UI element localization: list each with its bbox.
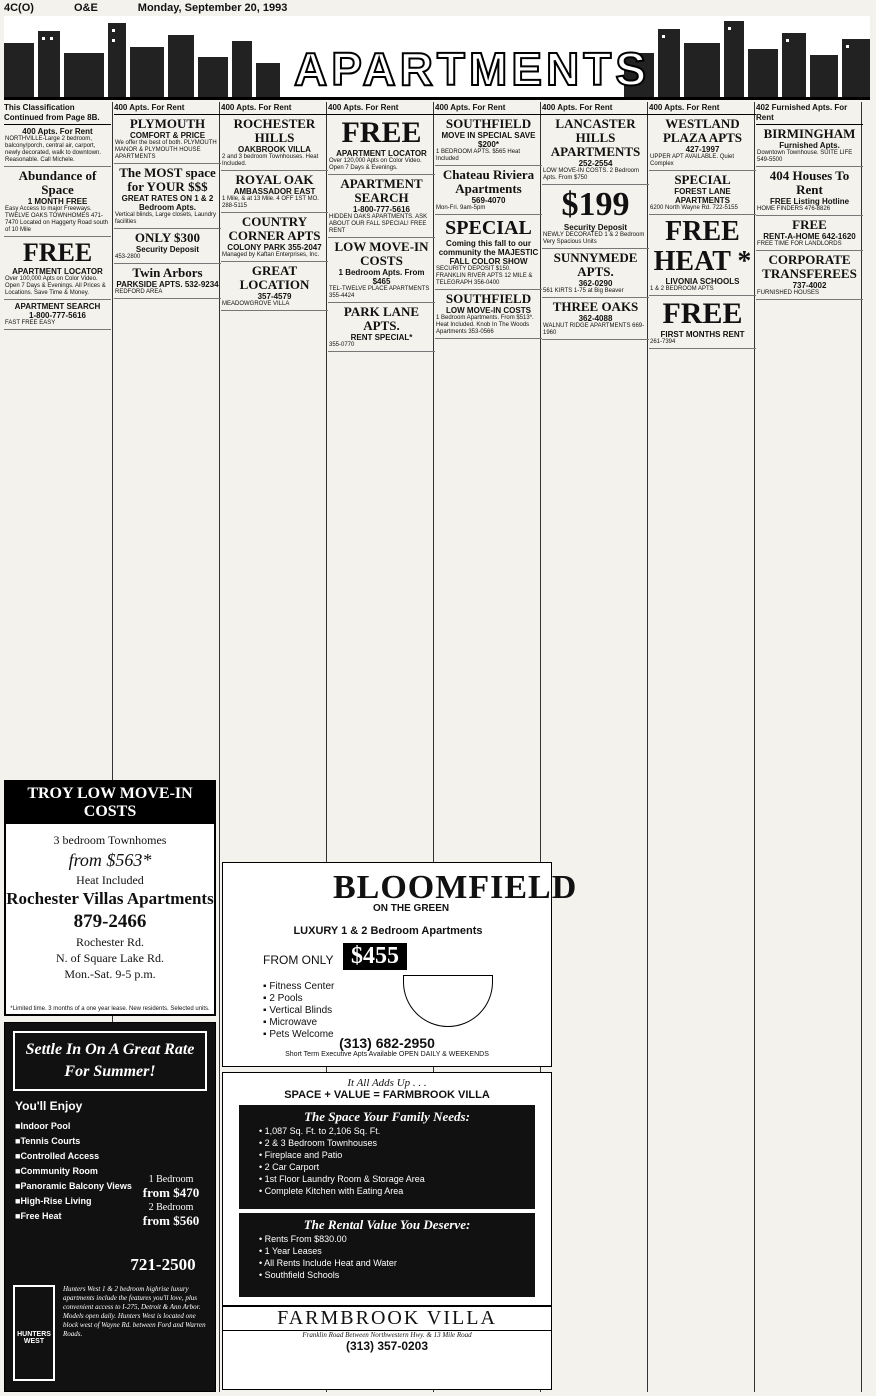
ad-heading: FREE: [662, 297, 743, 330]
ad-subheading: 362-4088: [578, 314, 613, 323]
rental-value-list: [259, 1233, 525, 1281]
classified-ad: [756, 167, 863, 216]
ad-body: Easy Access to major Freeways. TWELVE OAKS TOWNHOMES 471-7470 Located on Haggerty Road south of 10 Mile: [5, 206, 109, 233]
ad-subheading: PARKSIDE APTS. 532-9234: [116, 280, 219, 289]
farmbrook-phone: (313) 357-0203: [345, 1339, 429, 1353]
ad-heading: SUNNYMEDE APTS.: [553, 250, 638, 279]
classified-ad: [4, 125, 111, 167]
ad-body: HOME FINDERS 476-8826: [757, 206, 831, 212]
ad-body: REDFORD AREA: [115, 289, 163, 295]
ad-subheading: APARTMENT LOCATOR: [336, 149, 427, 158]
classified-ad: [756, 216, 863, 251]
classified-ad: [328, 115, 435, 175]
classified-ad: [4, 300, 111, 330]
troy-ad-heat: Heat Included: [76, 873, 144, 887]
ad-subheading: 569-4070: [471, 196, 506, 205]
ad-subheading: Security Deposit: [563, 223, 628, 232]
classified-ad: [221, 171, 328, 213]
amenity-item: ■ Panoramic Balcony Views: [15, 1179, 205, 1194]
ad-heading: LOW MOVE-IN COSTS: [334, 239, 429, 268]
column-header: 402 Furnished Apts. For Rent: [756, 102, 863, 125]
hunters-west-logo: HUNTERS WEST: [13, 1285, 55, 1381]
ad-heading: FREE: [341, 116, 422, 149]
troy-ad-header: TROY LOW MOVE-IN COSTS: [6, 782, 214, 824]
classified-ad: [221, 262, 328, 311]
classified-ad: [4, 167, 111, 237]
classified-ad: [114, 164, 221, 229]
ad-subheading: APARTMENT LOCATOR: [12, 267, 103, 276]
ad-subheading: 1 MONTH FREE: [27, 197, 88, 206]
ad-subheading: Furnished Apts.: [779, 141, 840, 150]
rental-value-item: • All Rents Include Heat and Water: [259, 1257, 525, 1269]
feature-item: ▪ Pets Welcome: [263, 1029, 334, 1041]
ad-heading: SPECIAL: [445, 217, 532, 239]
ad-heading: LANCASTER HILLS APARTMENTS: [550, 116, 641, 159]
ad-body: Vertical blinds, Large closets, Laundry facilities: [115, 212, 217, 225]
ad-heading: WESTLAND PLAZA APTS: [662, 116, 743, 145]
feature-item: ▪ 2 Pools: [263, 993, 334, 1005]
bedroom-label: 1 Bedroom: [148, 1174, 194, 1185]
farmbrook-directions: Franklin Road Between Northwestern Hwy. & 13 Mile Road: [302, 1331, 472, 1339]
summer-ad-phone: 721-2500: [130, 1255, 196, 1274]
summer-ad-headline: Settle In On A Great Rate For Summer!: [13, 1031, 207, 1091]
column-header: 400 Apts. For Rent: [221, 102, 328, 115]
classified-ad: [649, 215, 756, 296]
farmbrook-villa-ad: [222, 1072, 552, 1390]
ad-heading: THREE OAKS: [552, 299, 639, 314]
amenity-item: ■ Controlled Access: [15, 1149, 205, 1164]
ad-subheading: RENT-A-HOME 642-1620: [763, 232, 856, 241]
space-need-item: • 1,087 Sq. Ft. to 2,106 Sq. Ft.: [259, 1125, 525, 1137]
classified-ad: [328, 175, 435, 238]
classified-column-7: [649, 102, 756, 1392]
ad-subheading: RENT SPECIAL*: [350, 333, 413, 342]
bloomfield-feature-list: [263, 981, 334, 1041]
ad-subheading: COMFORT & PRICE: [129, 131, 206, 140]
ad-subheading: 357-4579: [257, 292, 292, 301]
ad-body: Over 120,000 Apts on Color Video. Open 7 Days & Evenings.: [329, 158, 422, 171]
bloomfield-on-the-green-ad: [222, 862, 578, 1067]
ad-subheading: COLONY PARK 355-2047: [227, 243, 322, 252]
classified-column-1: [4, 102, 111, 672]
rental-value-heading: The Rental Value You Deserve:: [303, 1217, 471, 1232]
ad-heading: $199: [561, 186, 630, 223]
classified-column-2: [114, 102, 221, 672]
ad-body: UPPER APT AVAILABLE. Quiet Complex: [650, 154, 735, 167]
ad-subheading: FREE Listing Hotline: [769, 197, 850, 206]
classified-column-3: [221, 102, 328, 852]
ad-body: 261-7394: [650, 339, 676, 345]
troy-ad-address: Rochester Rd.: [76, 935, 144, 949]
ad-subheading: 252-2554: [578, 159, 613, 168]
space-need-item: • Fireplace and Patio: [259, 1149, 525, 1161]
ad-body: FREE TIME FOR LANDLORDS: [757, 241, 842, 247]
ad-body: 2 and 3 bedroom Townhouses. Heat Included.: [222, 154, 319, 167]
classified-column-8: [756, 102, 863, 1392]
troy-ad-phone: 879-2466: [73, 911, 147, 932]
rental-value-item: • Rents From $830.00: [259, 1233, 525, 1245]
ad-subheading: FOREST LANE APARTMENTS: [674, 187, 731, 205]
space-need-item: • Complete Kitchen with Eating Area: [259, 1185, 525, 1197]
feature-item: ▪ Vertical Blinds: [263, 1005, 334, 1017]
ad-subheading: FIRST MONTHS RENT: [660, 330, 745, 339]
ad-subheading: 737-4002: [792, 281, 827, 290]
summer-ad-description: Hunters West 1 & 2 bedroom highrise luxury apartments include the features you'll love, plus convenient access to I-275, Detroit & Ann Arbor. Models open daily. Hunters West is located one block west of Wayne Rd. between Ford and Warren Roads.: [63, 1285, 206, 1338]
ad-heading: CORPORATE TRANSFEREES: [762, 252, 857, 281]
classified-ad: [542, 298, 649, 340]
ad-body: HIDDEN OAKS APARTMENTS. ASK ABOUT OUR FALL SPECIAL! FREE RENT: [329, 214, 428, 234]
column-header: 400 Apts. For Rent: [649, 102, 756, 115]
troy-ad-price: from $563*: [68, 850, 152, 870]
ad-subheading: OAKBROOK VILLA: [238, 145, 311, 154]
column-header: 400 Apts. For Rent: [114, 102, 221, 115]
ad-heading: FREE: [22, 238, 93, 267]
ad-body: Mon-Fri. 9am-5pm: [436, 205, 486, 211]
ad-heading: APARTMENT SEARCH: [340, 176, 423, 205]
ad-heading: FREE HEAT *: [653, 216, 752, 277]
summer-ad-enjoy: You'll Enjoy: [15, 1099, 83, 1113]
ad-body: 1 Bedroom Apartments. From $513*. Heat Included. Knob In The Woods Apartments 353-0566: [436, 315, 534, 335]
ad-subheading: MOVE IN SPECIAL SAVE $200*: [441, 131, 536, 149]
classified-ad: [435, 290, 542, 339]
ad-body: 561 KIRTS 1-75 at Big Beaver: [543, 288, 624, 294]
classified-ad: [221, 213, 328, 262]
ad-subheading: 427-1997: [685, 145, 720, 154]
ad-body: 1 Mile, & at 13 Mile. 4 OFF 1ST MO. 288-5115: [222, 196, 319, 209]
ad-heading: SPECIAL: [674, 172, 731, 187]
ad-body: SECURITY DEPOSIT $150. FRANKLIN RIVER APTS 12 MILE & TELEGRAPH 356-0400: [436, 266, 533, 286]
publication-name: O&E: [73, 2, 98, 14]
bloomfield-subtitle: ON THE GREEN: [373, 903, 450, 914]
farmbrook-name: FARMBROOK VILLA: [223, 1305, 551, 1331]
classified-ad: [435, 166, 542, 215]
ad-subheading: 1-800-777-5616: [353, 205, 410, 214]
ad-body: WALNUT RIDGE APARTMENTS 669-1960: [543, 323, 645, 336]
troy-ad-address: N. of Square Lake Rd.: [56, 951, 164, 965]
ad-body: Managed by Kaftan Enterprises, Inc.: [222, 252, 320, 258]
ad-body: NEWLY DECORATED 1 & 2 Bedroom Very Spacious Units: [543, 232, 645, 245]
ad-subheading: 1-800-777-5616: [29, 311, 86, 320]
amenity-item: ■ Indoor Pool: [15, 1119, 205, 1134]
ad-body: NORTHVILLE-Large 2 bedroom, balcony/porch, central air, carport, newly decorated, walk to downtown. Reasonable. Call Michele.: [5, 136, 102, 163]
ad-body: Downtown Townhouse. SUITE LIFE 549-5500: [757, 150, 853, 163]
troy-ad-fineprint: *Limited time. 3 months of a one year lease. New residents. Selected units.: [10, 1006, 210, 1012]
troy-ad-hours: Mon.-Sat. 9-5 p.m.: [64, 967, 156, 981]
column-header: 400 Apts. For Rent: [435, 102, 542, 115]
ad-heading: SOUTHFIELD: [445, 116, 532, 131]
ad-subheading: Coming this fall to our community the MAJESTIC FALL COLOR SHOW: [438, 239, 539, 266]
bedroom-label: 2 Bedroom: [148, 1202, 194, 1213]
ad-heading: FREE: [792, 217, 827, 232]
bloomfield-from-label: FROM ONLY: [263, 953, 334, 967]
classified-ad: [114, 229, 221, 264]
classified-ad: [328, 303, 435, 352]
farmbrook-equation: SPACE + VALUE = FARMBROOK VILLA: [284, 1089, 490, 1101]
feature-item: ▪ Fitness Center: [263, 981, 334, 993]
rental-value-item: • Southfield Schools: [259, 1269, 525, 1281]
ad-subheading: LOW MOVE-IN COSTS: [446, 306, 531, 315]
ad-heading: COUNTRY CORNER APTS: [228, 214, 321, 243]
classified-column-6: [542, 102, 649, 1392]
ad-heading: APARTMENT SEARCH: [14, 302, 101, 311]
bedroom-price: from $560: [142, 1213, 200, 1228]
ad-heading: BIRMINGHAM: [763, 126, 856, 141]
classified-ad: [542, 249, 649, 298]
feature-item: ▪ Microwave: [263, 1017, 334, 1029]
ad-heading: PARK LANE APTS.: [343, 304, 420, 333]
troy-rochester-villas-ad: [4, 780, 216, 1016]
bloomfield-phone: (313) 682-2950: [339, 1035, 435, 1051]
rental-value-box: [239, 1213, 535, 1297]
troy-ad-line: 3 bedroom Townhomes: [53, 833, 167, 847]
space-need-item: • 2 Car Carport: [259, 1161, 525, 1173]
page-number: 4C(O): [4, 2, 34, 14]
classified-ad: [435, 115, 542, 166]
publication-date: Monday, September 20, 1993: [137, 2, 288, 14]
space-needs-heading: The Space Your Family Needs:: [304, 1109, 470, 1124]
space-needs-list: [259, 1125, 525, 1197]
classified-ad: [756, 125, 863, 167]
classified-ad: [542, 185, 649, 249]
ad-subheading: AMBASSADOR EAST: [233, 187, 316, 196]
classified-ad: [542, 115, 649, 185]
classified-column-4: [328, 102, 435, 852]
farmbrook-tagline: It All Adds Up . . .: [347, 1077, 427, 1089]
ad-heading: GREAT LOCATION: [239, 263, 310, 292]
space-need-item: • 2 & 3 Bedroom Townhouses: [259, 1137, 525, 1149]
bloomfield-luxury-line: LUXURY 1 & 2 Bedroom Apartments: [293, 925, 483, 937]
ad-body: 453-2800: [115, 254, 141, 260]
ad-body: We offer the best of both. PLYMOUTH MANOR & PLYMOUTH HOUSE APARTMENTS: [115, 140, 217, 160]
ad-body: 355-0770: [329, 342, 355, 348]
ad-subheading: GREAT RATES ON 1 & 2 Bedroom Apts.: [121, 194, 214, 212]
ad-body: FURNISHED HOUSES: [757, 290, 820, 296]
ad-heading: ROCHESTER HILLS: [233, 116, 316, 145]
location-map-illustration: [403, 975, 493, 1027]
troy-ad-name: Rochester Villas Apartments: [6, 889, 214, 908]
bloomfield-short-term: Short Term Executive Apts Available OPEN DAILY & WEEKENDS: [285, 1051, 489, 1058]
ad-subheading: LIVONIA SCHOOLS: [665, 277, 740, 286]
ad-heading: 404 Houses To Rent: [769, 168, 850, 197]
ad-heading: Abundance of Space: [18, 168, 97, 197]
ad-heading: 400 Apts. For Rent: [22, 127, 93, 136]
ad-body: TEL-TWELVE PLACE APARTMENTS 355-4424: [329, 286, 430, 299]
amenity-item: ■ Free Heat: [15, 1209, 205, 1224]
banner-title: APARTMENTS: [294, 43, 651, 95]
hunters-west-ad: [4, 1022, 216, 1392]
rental-value-item: • 1 Year Leases: [259, 1245, 525, 1257]
amenity-item: ■ Community Room: [15, 1164, 205, 1179]
column-header: This Classification Continued from Page 8B.: [4, 102, 111, 125]
ad-body: MEADOWGROVE VILLA: [222, 301, 290, 307]
classified-ad: [649, 171, 756, 215]
ad-body: LOW MOVE-IN COSTS. 2 Bedroom Apts. From $750: [543, 168, 640, 181]
amenity-item: ■ High-Rise Living: [15, 1194, 205, 1209]
apartments-banner: [4, 16, 870, 100]
amenity-item: ■ Tennis Courts: [15, 1134, 205, 1149]
ad-subheading: Security Deposit: [135, 245, 200, 254]
bloomfield-price: $455: [343, 943, 407, 970]
bedroom-price: from $470: [142, 1185, 200, 1200]
classified-ad: [435, 215, 542, 290]
ad-heading: PLYMOUTH: [129, 116, 206, 131]
classified-ad: [756, 251, 863, 300]
space-need-item: • 1st Floor Laundry Room & Storage Area: [259, 1173, 525, 1185]
classified-ad: [114, 115, 221, 164]
classified-ad: [328, 238, 435, 303]
ad-heading: The MOST space for YOUR $$$: [119, 165, 216, 194]
ad-heading: ROYAL OAK: [235, 172, 314, 187]
ad-heading: Twin Arbors: [132, 265, 203, 280]
classified-ad: [649, 296, 756, 349]
ad-body: 6200 North Wayne Rd. 722-5155: [650, 205, 738, 211]
ad-heading: SOUTHFIELD: [445, 291, 532, 306]
ad-subheading: 1 Bedroom Apts. From $465: [338, 268, 425, 286]
space-needs-box: [239, 1105, 535, 1209]
ad-subheading: 362-0290: [578, 279, 613, 288]
ad-body: FAST FREE EASY: [5, 320, 56, 326]
classified-ad: [114, 264, 221, 299]
ad-body: 1 & 2 BEDROOM APTS: [650, 286, 714, 292]
classified-ad: [649, 115, 756, 171]
ad-body: Over 100,000 Apts on Color Video. Open 7 Days & Evenings. All Prices & Locations. Save Time & Money.: [5, 276, 106, 296]
classified-ad: [221, 115, 328, 171]
ad-heading: ONLY $300: [134, 230, 201, 245]
ad-heading: Chateau Riviera Apartments: [442, 167, 535, 196]
bloomfield-logo: BLOOMFIELD: [333, 869, 578, 906]
column-header: 400 Apts. For Rent: [328, 102, 435, 115]
ad-body: 1 BEDROOM APTS. $565 Heat Included: [436, 149, 521, 162]
column-header: 400 Apts. For Rent: [542, 102, 649, 115]
classified-ad: [4, 237, 111, 300]
bedroom-prices: [131, 1173, 211, 1229]
